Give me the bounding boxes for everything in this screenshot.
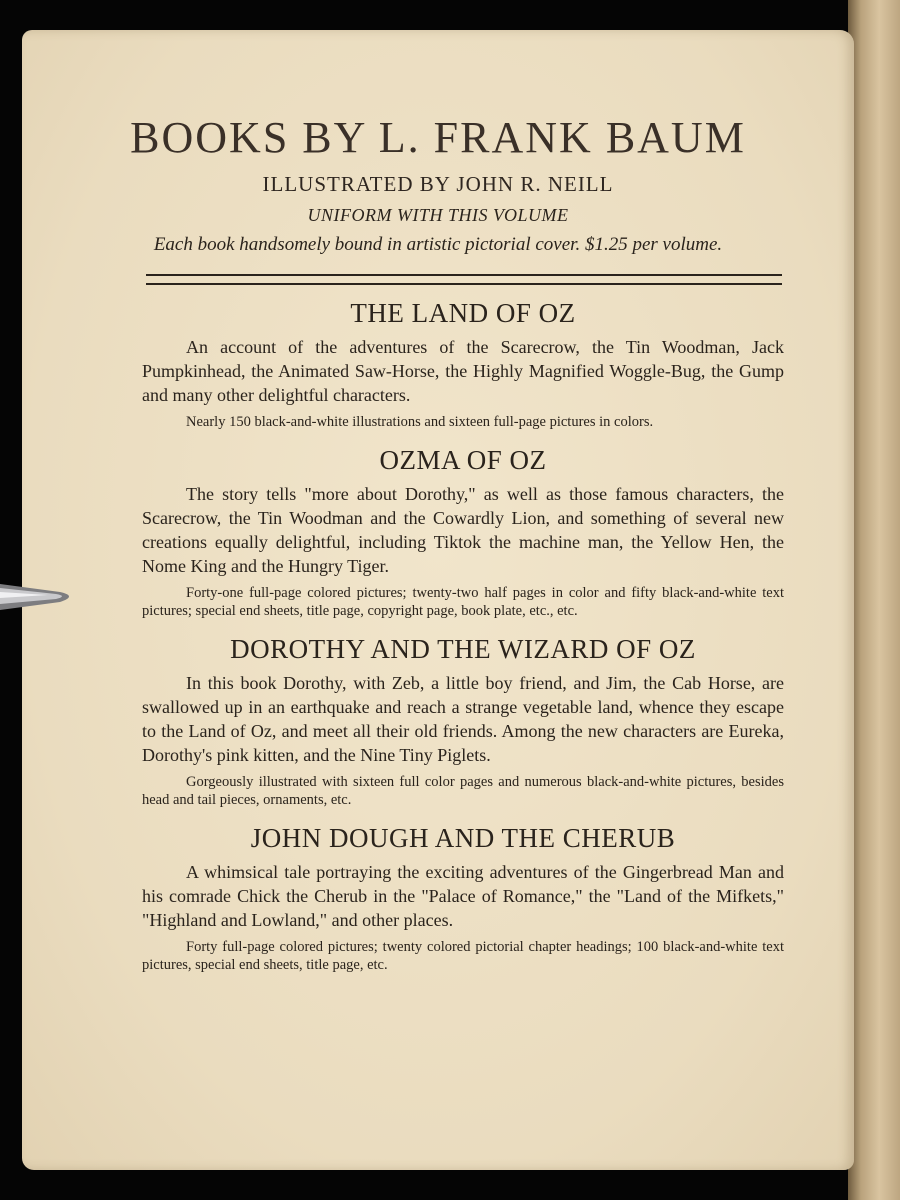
uniform-line: UNIFORM WITH THIS VOLUME — [307, 205, 569, 225]
book-description: A whimsical tale portraying the exciting adventures of the Gingerbread Man and his comrade Chick the Cherub in the "Palace of Romance," the "Land of the Mifkets," "Highland and Lowland," and other places. — [142, 862, 784, 930]
double-rule-divider — [146, 274, 782, 285]
book-illustration-note: Gorgeously illustrated with sixteen full color pages and numerous black-and-white pictures, besides head and tail pieces, ornaments, etc. — [142, 774, 784, 808]
price-line: Each book handsomely bound in artistic pictorial cover. $1.25 per volume. — [153, 234, 723, 255]
book-description: In this book Dorothy, with Zeb, a little boy friend, and Jim, the Cab Horse, are swallowed up in an earthquake and reach a strange vegetable land, whence they escape to the Land of Oz, and meet all their old friends. Among the new characters are Eureka, Dorothy's pink kitten, and the Nine Tiny Piglets. — [142, 673, 784, 765]
book-description: The story tells "more about Dorothy," as well as those famous characters, the Scarecrow, the Tin Woodman and the Cowardly Lion, and something of several new creations equally delightful, including Tiktok the machine man, the Yellow Hen, the Nome King and the Hungry Tiger. — [142, 484, 784, 576]
illustrator-line: ILLUSTRATED BY JOHN R. NEILL — [262, 172, 614, 196]
book-illustration-note: Forty-one full-page colored pictures; twenty-two half pages in color and fifty black-and-white text pictures; special end sheets, title page, copyright page, book plate, etc., etc. — [142, 585, 784, 619]
book-entry-land-of-oz — [142, 298, 784, 431]
book-page — [22, 30, 854, 1170]
book-illustration-note: Nearly 150 black-and-white illustrations and sixteen full-page pictures in colors. — [186, 414, 654, 430]
book-title: THE LAND OF OZ — [350, 298, 576, 328]
page-title: BOOKS BY L. FRANK BAUM — [130, 113, 746, 162]
book-list — [142, 298, 784, 988]
page-clip-icon — [0, 578, 80, 614]
book-entry-dorothy-and-the-wizard — [142, 634, 784, 809]
book-page-edge — [848, 0, 900, 1200]
book-entry-ozma-of-oz — [142, 445, 784, 620]
book-description: An account of the adventures of the Scarecrow, the Tin Woodman, Jack Pumpkinhead, the Animated Saw-Horse, the Highly Magnified Woggle-Bug, the Gump and many other delightful characters. — [142, 337, 784, 405]
book-title: JOHN DOUGH AND THE CHERUB — [250, 823, 676, 853]
book-title: OZMA OF OZ — [379, 445, 547, 475]
book-illustration-note: Forty full-page colored pictures; twenty colored pictorial chapter headings; 100 black-and-white text pictures, special end sheets, title page, etc. — [142, 939, 784, 973]
book-entry-john-dough — [142, 823, 784, 974]
book-title: DOROTHY AND THE WIZARD OF OZ — [230, 634, 696, 664]
